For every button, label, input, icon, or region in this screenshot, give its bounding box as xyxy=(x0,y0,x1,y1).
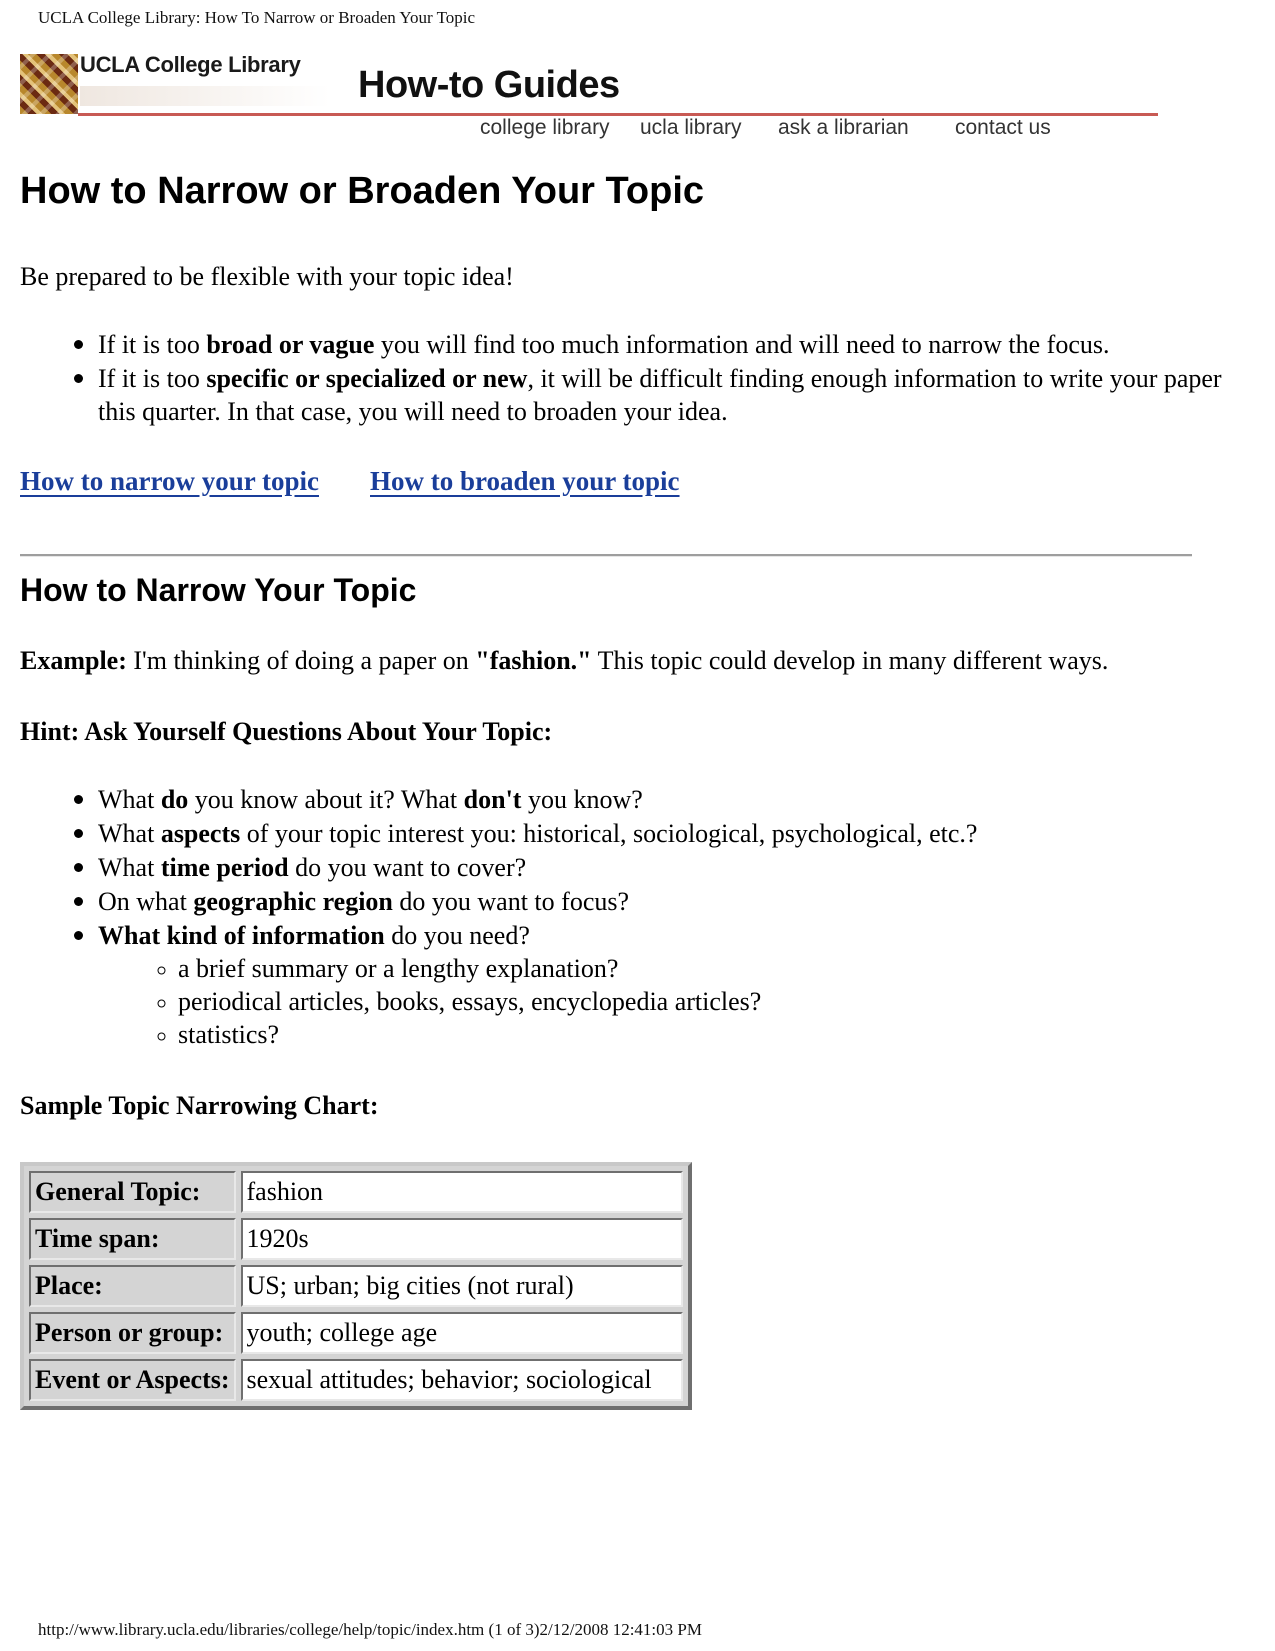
topic-size-list xyxy=(20,327,1260,428)
example-text xyxy=(20,644,1260,677)
list-item xyxy=(98,782,1260,816)
nav-ucla-library[interactable]: ucla library xyxy=(640,116,742,139)
row-value: fashion xyxy=(241,1171,683,1213)
question-bold: geographic region xyxy=(193,886,393,916)
table-row xyxy=(29,1312,683,1354)
list-item xyxy=(98,918,1260,1051)
table-row xyxy=(29,1171,683,1213)
question-bold: What kind of information xyxy=(98,920,385,950)
main-content xyxy=(20,168,1260,1410)
narrow-topic-link[interactable]: How to narrow your topic xyxy=(20,465,319,496)
question-mid: you know about it? What xyxy=(188,784,464,814)
example-post: This topic could develop in many different ways. xyxy=(591,645,1109,675)
bullet-pre: If it is too xyxy=(98,329,207,359)
ucla-logo-icon[interactable] xyxy=(20,54,78,114)
question-pre: On what xyxy=(98,886,194,916)
list-item xyxy=(98,327,1260,361)
intro-text: Be prepared to be flexible with your topic idea! xyxy=(20,261,514,291)
table-row xyxy=(29,1265,683,1307)
list-item xyxy=(98,816,1260,850)
question-pre: What xyxy=(98,852,161,882)
table-row xyxy=(29,1359,683,1401)
sublist-item: ◦ statistics? xyxy=(178,1018,1260,1051)
row-label: Time span: xyxy=(29,1218,236,1260)
section-links xyxy=(20,466,1260,500)
banner-title: How-to Guides xyxy=(358,64,620,106)
row-value: youth; college age xyxy=(241,1312,683,1354)
sublist-item: ◦ a brief summary or a lengthy explanation? xyxy=(178,952,1260,985)
question-bold-2: don't xyxy=(463,784,522,814)
row-value: 1920s xyxy=(241,1218,683,1260)
row-label: Person or group: xyxy=(29,1312,236,1354)
example-topic: "fashion." xyxy=(475,645,592,675)
list-item xyxy=(98,361,1260,428)
print-footer: http://www.library.ucla.edu/libraries/college/help/topic/index.htm (1 of 3)2/12/2008 12:41:03 PM xyxy=(38,1620,702,1639)
question-post: you know? xyxy=(521,784,643,814)
table-row xyxy=(29,1218,683,1260)
top-nav xyxy=(20,116,1138,146)
question-post: do you need? xyxy=(384,920,530,950)
topic-narrowing-table xyxy=(20,1162,692,1410)
logo-background xyxy=(80,86,330,106)
row-value: US; urban; big cities (not rural) xyxy=(241,1265,683,1307)
question-bold: do xyxy=(160,784,189,814)
questions-list xyxy=(20,782,1260,1051)
nav-contact-us[interactable]: contact us xyxy=(955,116,1051,139)
logo-text[interactable]: UCLA College Library xyxy=(80,52,301,77)
list-item xyxy=(98,884,1260,918)
bullet-pre: If it is too xyxy=(98,363,207,393)
site-banner xyxy=(20,52,1138,157)
row-label: Place: xyxy=(29,1265,236,1307)
page-title: How to Narrow or Broaden Your Topic xyxy=(20,170,705,212)
question-post: of your topic interest you: historical, sociological, psychological, etc.? xyxy=(240,818,978,848)
nav-college-library[interactable]: college library xyxy=(480,116,610,139)
sublist-item: ◦ periodical articles, books, essays, encyclopedia articles? xyxy=(178,985,1260,1018)
question-pre: What xyxy=(98,784,161,814)
narrow-heading: How to Narrow Your Topic xyxy=(20,571,417,608)
row-label: Event or Aspects: xyxy=(29,1359,236,1401)
example-label: Example: xyxy=(20,645,127,675)
bullet-bold: broad or vague xyxy=(206,329,375,359)
bullet-bold: specific or specialized or new xyxy=(206,363,528,393)
nav-ask-a-librarian[interactable]: ask a librarian xyxy=(778,116,909,139)
row-value: sexual attitudes; behavior; sociological xyxy=(241,1359,683,1401)
list-item xyxy=(98,850,1260,884)
print-header: UCLA College Library: How To Narrow or Broaden Your Topic xyxy=(38,8,476,27)
chart-heading: Sample Topic Narrowing Chart: xyxy=(20,1090,379,1120)
section-divider xyxy=(20,554,1192,556)
question-bold: aspects xyxy=(160,818,241,848)
broaden-topic-link[interactable]: How to broaden your topic xyxy=(370,465,680,496)
info-type-sublist xyxy=(98,952,1260,1051)
hint-heading: Hint: Ask Yourself Questions About Your Topic: xyxy=(20,716,553,746)
bullet-post: , it will be difficult finding enough information to write your paper this quarter. In that case, you will need to broaden your idea. xyxy=(98,363,1222,426)
question-post: do you want to focus? xyxy=(392,886,630,916)
row-label: General Topic: xyxy=(29,1171,236,1213)
question-post: do you want to cover? xyxy=(288,852,527,882)
bullet-post: you will find too much information and will need to narrow the focus. xyxy=(374,329,1110,359)
example-pre: I'm thinking of doing a paper on xyxy=(126,645,476,675)
question-bold: time period xyxy=(160,852,289,882)
question-pre: What xyxy=(98,818,161,848)
